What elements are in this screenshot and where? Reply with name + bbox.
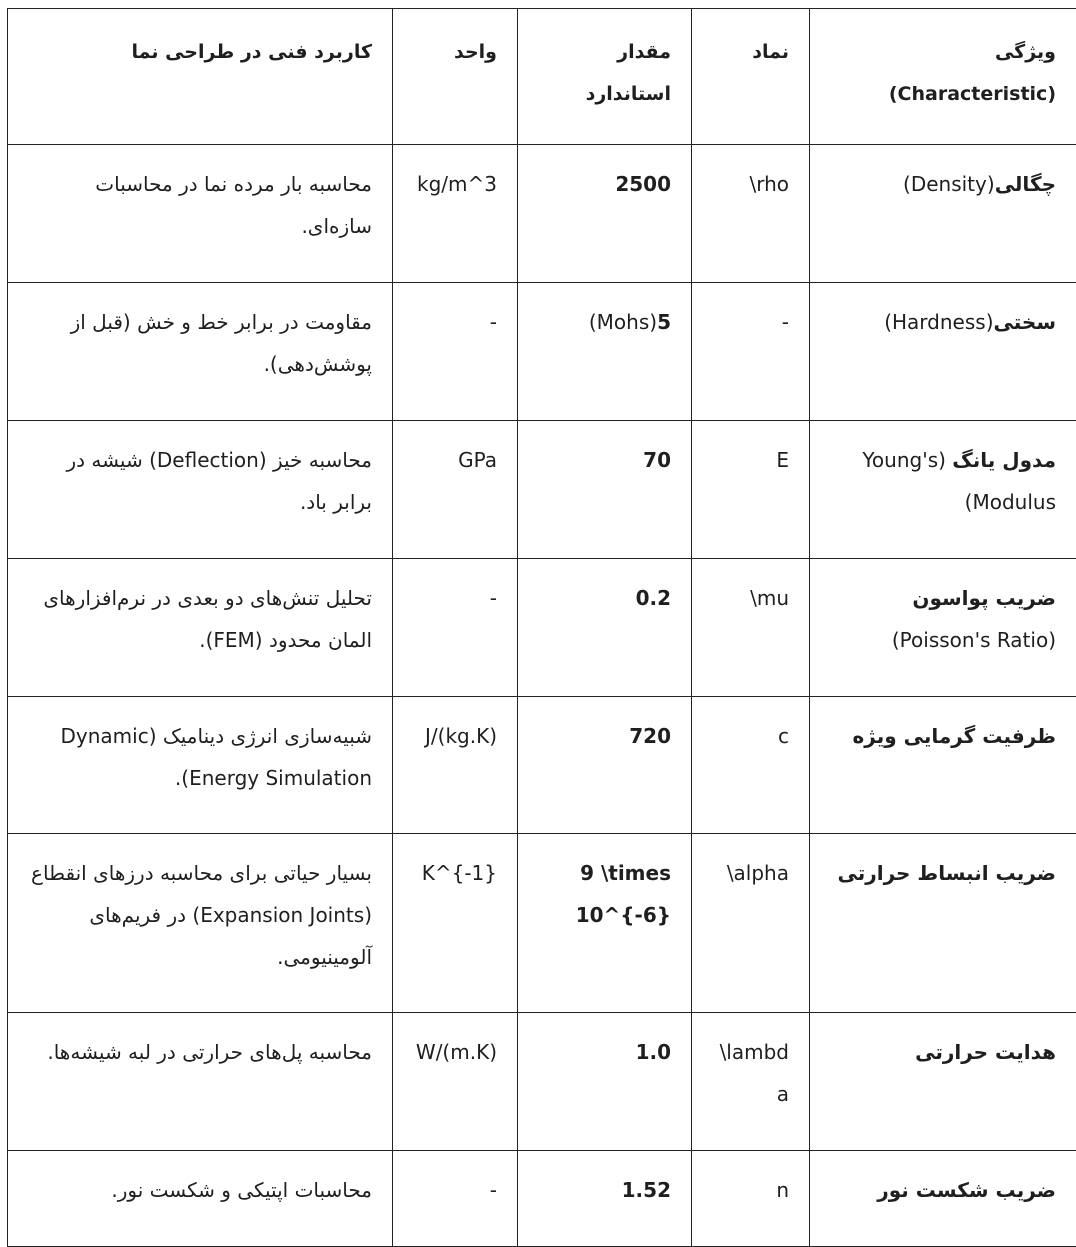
cell-property bbox=[810, 1151, 1076, 1247]
unit-text: - bbox=[490, 1178, 497, 1202]
property-name: چگالی bbox=[995, 172, 1056, 196]
cell-property bbox=[810, 145, 1076, 283]
symbol-text: c bbox=[778, 724, 789, 748]
cell-unit bbox=[393, 697, 518, 834]
cell-symbol bbox=[692, 834, 810, 1013]
cell-standard-value bbox=[518, 421, 692, 559]
value-text: 9 \times 10^{-6} bbox=[576, 861, 671, 927]
value-text: 70 bbox=[643, 448, 671, 472]
unit-text: - bbox=[490, 586, 497, 610]
cell-symbol bbox=[692, 697, 810, 834]
property-english: (Young's Modulus) bbox=[862, 448, 1056, 514]
cell-standard-value bbox=[518, 145, 692, 283]
table-row bbox=[8, 283, 1076, 421]
cell-application: بسیار حیاتی برای محاسبه درزهای انقطاع (Expansion Joints) در فریم‌های آلومینیومی. bbox=[8, 834, 393, 1013]
cell-application: تحلیل تنش‌های دو بعدی در نرم‌افزارهای المان محدود (FEM). bbox=[8, 559, 393, 697]
symbol-text: - bbox=[782, 310, 789, 334]
value-text: 1.0 bbox=[636, 1040, 671, 1064]
value-text: 0.2 bbox=[636, 586, 671, 610]
symbol-text: \alpha bbox=[727, 861, 789, 885]
cell-unit bbox=[393, 1151, 518, 1247]
cell-symbol bbox=[692, 559, 810, 697]
header-standard-value: مقدار استاندارد bbox=[518, 9, 692, 145]
cell-application: شبیه‌سازی انرژی دینامیک (Dynamic Energy Simulation). bbox=[8, 697, 393, 834]
value-unit-note: (Mohs) bbox=[583, 310, 658, 334]
table-row bbox=[8, 421, 1076, 559]
cell-unit bbox=[393, 834, 518, 1013]
table-row bbox=[8, 145, 1076, 283]
unit-text: K^{-1} bbox=[422, 861, 497, 885]
property-name: هدایت حرارتی bbox=[915, 1040, 1056, 1064]
property-name: مدول یانگ bbox=[952, 448, 1056, 472]
properties-table-container bbox=[7, 8, 1076, 1247]
property-english: (Hardness) bbox=[884, 310, 993, 334]
symbol-text: n bbox=[776, 1178, 789, 1202]
unit-text: kg/m^3 bbox=[417, 172, 497, 196]
value-text: 1.52 bbox=[622, 1178, 671, 1202]
header-application: کاربرد فنی در طراحی نما bbox=[8, 9, 393, 145]
cell-symbol bbox=[692, 1013, 810, 1151]
cell-unit bbox=[393, 1013, 518, 1151]
symbol-text: E bbox=[776, 448, 789, 472]
cell-unit bbox=[393, 421, 518, 559]
cell-property bbox=[810, 1013, 1076, 1151]
symbol-text: \lambda bbox=[720, 1040, 789, 1106]
cell-symbol bbox=[692, 421, 810, 559]
cell-symbol bbox=[692, 1151, 810, 1247]
table-row bbox=[8, 697, 1076, 834]
cell-unit bbox=[393, 283, 518, 421]
header-characteristic: ویژگی (Characteristic) bbox=[810, 9, 1076, 145]
table-row bbox=[8, 1151, 1076, 1247]
cell-application: محاسبه بار مرده نما در محاسبات سازه‌ای. bbox=[8, 145, 393, 283]
cell-standard-value bbox=[518, 1151, 692, 1247]
cell-application: محاسبه خیز (Deflection) شیشه در برابر باد. bbox=[8, 421, 393, 559]
property-name: ضریب پواسون bbox=[912, 586, 1056, 610]
cell-symbol bbox=[692, 145, 810, 283]
cell-standard-value bbox=[518, 1013, 692, 1151]
unit-text: J/(kg.K) bbox=[425, 724, 497, 748]
cell-standard-value bbox=[518, 834, 692, 1013]
cell-standard-value bbox=[518, 559, 692, 697]
cell-property bbox=[810, 559, 1076, 697]
unit-text: W/(m.K) bbox=[416, 1040, 497, 1064]
value-text: 5 bbox=[657, 310, 671, 334]
property-english: (Density) bbox=[903, 172, 995, 196]
cell-unit bbox=[393, 145, 518, 283]
header-symbol: نماد bbox=[692, 9, 810, 145]
header-unit: واحد bbox=[393, 9, 518, 145]
glass-properties-table bbox=[7, 8, 1076, 1247]
symbol-text: \mu bbox=[750, 586, 789, 610]
table-row bbox=[8, 834, 1076, 1013]
table-row bbox=[8, 559, 1076, 697]
unit-text: GPa bbox=[458, 448, 497, 472]
table-header-row bbox=[8, 9, 1076, 145]
property-name: ضریب شکست نور bbox=[877, 1178, 1056, 1202]
cell-standard-value bbox=[518, 697, 692, 834]
property-name: ضریب انبساط حرارتی bbox=[837, 861, 1056, 885]
cell-application: محاسبه پل‌های حرارتی در لبه شیشه‌ها. bbox=[8, 1013, 393, 1151]
property-english: (Poisson's Ratio) bbox=[892, 628, 1056, 652]
value-text: 2500 bbox=[615, 172, 671, 196]
cell-application: مقاومت در برابر خط و خش (قبل از پوشش‌دهی). bbox=[8, 283, 393, 421]
cell-property bbox=[810, 421, 1076, 559]
cell-standard-value bbox=[518, 283, 692, 421]
cell-symbol bbox=[692, 283, 810, 421]
property-name: سختی bbox=[994, 310, 1056, 334]
cell-unit bbox=[393, 559, 518, 697]
cell-property bbox=[810, 697, 1076, 834]
cell-application: محاسبات اپتیکی و شکست نور. bbox=[8, 1151, 393, 1247]
cell-property bbox=[810, 283, 1076, 421]
unit-text: - bbox=[490, 310, 497, 334]
property-name: ظرفیت گرمایی ویژه bbox=[852, 724, 1056, 748]
symbol-text: \rho bbox=[749, 172, 789, 196]
value-text: 720 bbox=[629, 724, 671, 748]
cell-property bbox=[810, 834, 1076, 1013]
table-row bbox=[8, 1013, 1076, 1151]
